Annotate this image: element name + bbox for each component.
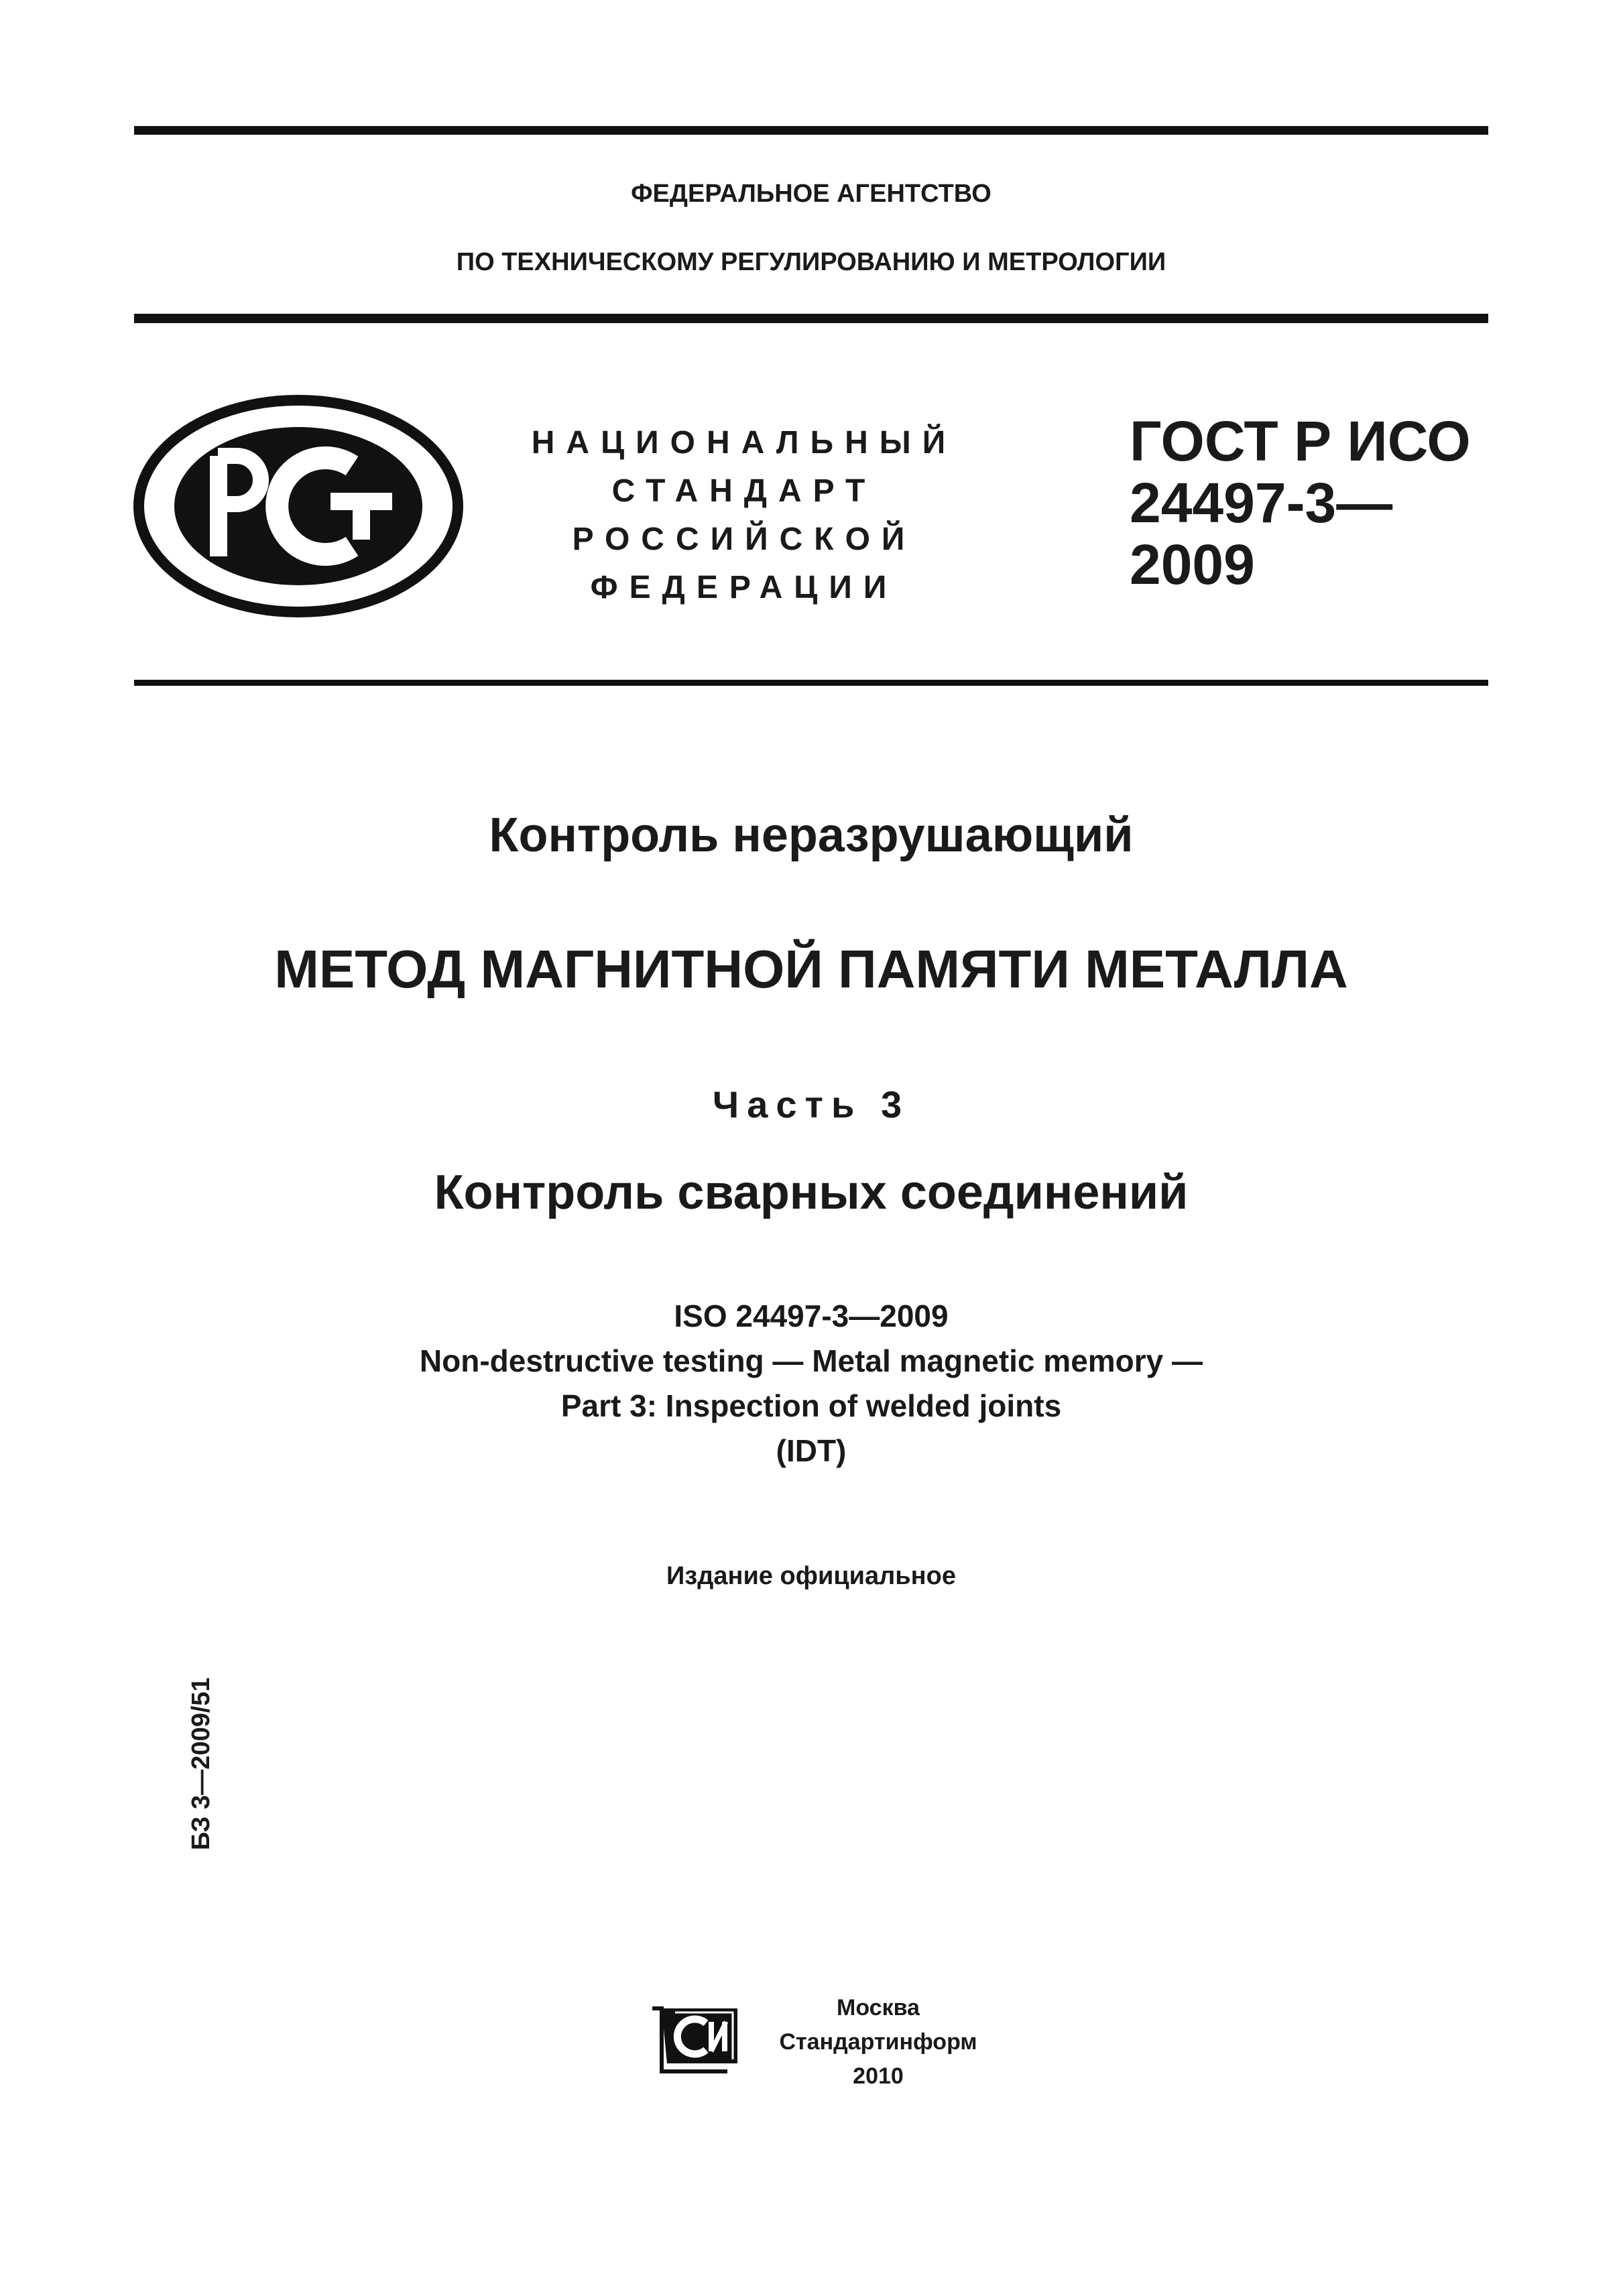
- national-standard-label: [516, 419, 972, 612]
- document-subtitle: Контроль неразрушающий: [489, 808, 1134, 862]
- edition-label: Издание официальное: [666, 1562, 956, 1590]
- publisher-info: [758, 1991, 999, 2094]
- designation-line-2: 24497-3—: [1130, 471, 1393, 534]
- publisher-city: Москва: [837, 1995, 920, 2020]
- national-standard-line-3: РОССИЙСКОЙ: [572, 522, 916, 557]
- national-standard-line-1: НАЦИОНАЛЬНЫЙ: [531, 425, 957, 461]
- national-standard-line-2: СТАНДАРТ: [611, 473, 877, 509]
- document-part-title: Контроль сварных соединений: [434, 1166, 1189, 1219]
- document-part: Часть 3: [712, 1083, 910, 1126]
- top-rule: [134, 126, 1488, 135]
- iso-line-3: Part 3: Inspection of welded joints: [560, 1388, 1062, 1423]
- national-standard-line-4: ФЕДЕРАЦИИ: [590, 570, 898, 605]
- iso-reference: [134, 1294, 1488, 1473]
- agency-bottom-rule: [134, 314, 1488, 323]
- document-title: МЕТОД МАГНИТНОЙ ПАМЯТИ МЕТАЛЛА: [274, 939, 1348, 999]
- iso-line-2: Non-destructive testing — Metal magnetic memory —: [419, 1343, 1203, 1378]
- publisher-name: Стандартинформ: [779, 2029, 977, 2055]
- iso-line-4: (IDT): [776, 1433, 847, 1468]
- designation-line-1: ГОСТ Р ИСО: [1130, 410, 1471, 473]
- iso-line-1: ISO 24497-3—2009: [674, 1298, 949, 1333]
- agency-line-1: ФЕДЕРАЛЬНОЕ АГЕНТСТВО: [631, 180, 991, 208]
- designation-line-3: 2009: [1130, 533, 1255, 596]
- header-bottom-rule: [134, 680, 1488, 686]
- standartinform-logo-icon: [647, 1998, 747, 2081]
- agency-line-2: ПО ТЕХНИЧЕСКОМУ РЕГУЛИРОВАНИЮ И МЕТРОЛОГИИ: [456, 248, 1166, 276]
- rst-mark-icon: [131, 392, 466, 620]
- catalog-code: БЗ 3—2009/51: [187, 1677, 215, 1850]
- standard-designation: [1130, 410, 1471, 595]
- publisher-year: 2010: [853, 2063, 904, 2089]
